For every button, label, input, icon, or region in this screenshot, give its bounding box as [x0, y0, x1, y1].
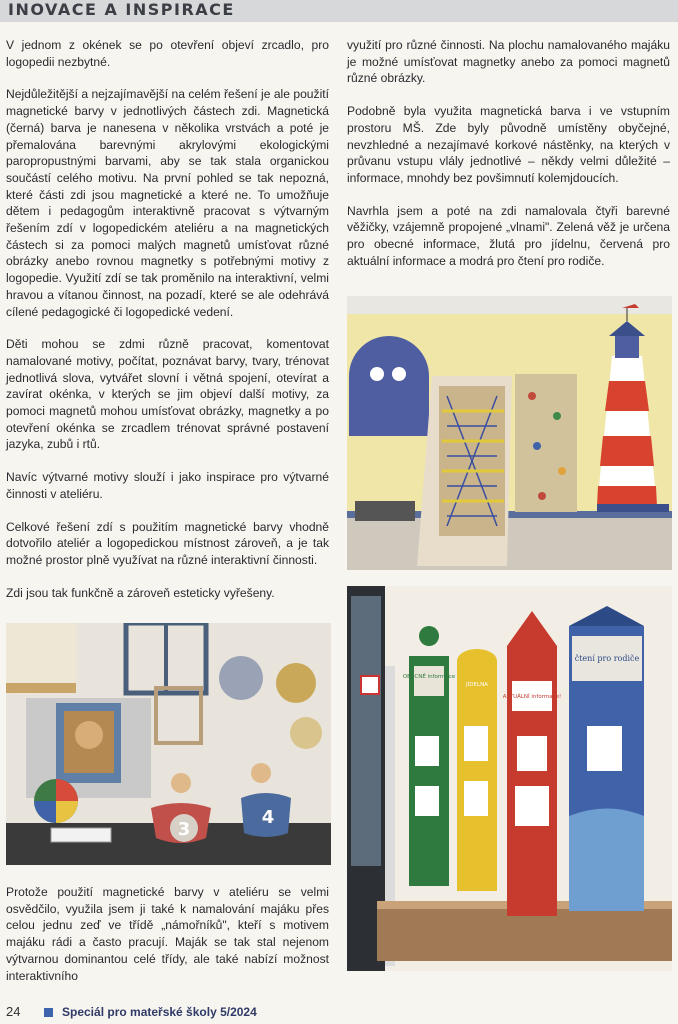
section-header-bar [0, 0, 678, 22]
left-text-column [6, 37, 329, 617]
paragraph: Zdi jsou tak funkčně a zároveň esteticky vyřešeny. [6, 585, 275, 600]
mural-number: 3 [177, 819, 191, 840]
tower-label-yellow: JÍDELNA [466, 682, 488, 688]
footer-accent-square [44, 1008, 53, 1017]
paragraph: Podobně byla využita magnetická barva i ve vstupním prostoru MŠ. Zde byly původně umístěny obyčejné, nevzhledné a nezajímavé korkové nástěnky, na kterých v průvanu vstupu vlály jednotlivé – někdy velmi důležité – informace, mnohdy bez povšimnutí kolemjdoucích. [347, 104, 670, 185]
tower-label-red: AKTUÁLNÍ informace! [502, 694, 562, 700]
tower-label-blue: čtení pro rodiče [574, 654, 640, 663]
mural-number: 4 [261, 807, 275, 828]
paragraph: Protože použití magnetické barvy v ateliéru se velmi osvědčilo, využila jsem ji také k namalování majáku přes celou jednu zeď ve třídě „námořníků", kteří s motivem majáku rádi a často pracují. Maják se tak stal nejenom výtvarnou dominantou celé třídy, ale také nabízí možnost interaktivního [6, 885, 329, 983]
atelier-mural-photo [6, 623, 331, 865]
section-title: INOVACE A INSPIRACE [8, 0, 235, 19]
paragraph: Navrhla jsem a poté na zdi namalovala čtyři barevné věžičky, vzájemně propojené „vlnami". Zelená věž je určena pro obecné informace, žlutá pro jídelnu, červená pro aktuální informace a modrá pro čtení pro rodiče. [347, 203, 670, 268]
right-text-column [347, 37, 670, 285]
paragraph: Navíc výtvarné motivy slouží i jako inspirace pro výtvarné činnosti v ateliéru. [6, 470, 329, 501]
paragraph: Děti mohou se zdmi různě pracovat, komentovat namalované motivy, počítat, poznávat barvy, tvary, trénovat jednotlivá slova, vytvářet slovní i větná spojení, otevírat a zavírat okénka, v kterých se jim objeví další motivy, za pomoci magnetů mohou umísťovat obrázky, magnetky a po otevření okénka se zrcadlem trénovat správné postavení jazyka, zubů i rtů. [6, 337, 329, 452]
information-towers-photo [347, 586, 672, 971]
tower-label-green: OBECNÉ informace [402, 674, 456, 680]
lighthouse-wall-photo [347, 296, 672, 570]
page-number: 24 [6, 1004, 21, 1019]
page-footer [6, 1003, 666, 1021]
paragraph: V jednom z okének se po otevření objeví zrcadlo, pro logopedii nezbytné. [6, 38, 329, 69]
paragraph: Celkové řešení zdí s použitím magnetické barvy vhodně dotvořilo ateliér a logopedickou místnost zároveň, a je tak možné prostor plně využívat na různé interaktivní činnosti. [6, 519, 329, 567]
publication-name: Speciál pro mateřské školy 5/2024 [62, 1005, 257, 1019]
paragraph: využití pro různé činnosti. Na plochu namalovaného majáku je možné umísťovat magnetky anebo za pomoci magnetů různé obrázky. [347, 38, 670, 86]
bottom-left-text [6, 884, 329, 984]
paragraph: Nejdůležitější a nejzajímavější na celém řešení je ale použití magnetické barvy v jednotlivých částech zdi. Magnetická (černá) barva je nanesena v několika vrstvách a poté je přemalována barevnými akrylovými ekologickými paropropustnými barvami, aby se tak stala organickou součástí celého motivu. Na první pohled se tak nepozná, které části zdi jsou magnetické a které ne. To umožňuje dětem i pedagogům interaktivně pracovat s výtvarným řešením zdí v logopedickém ateliéru a na magnetických částech si za pomoci malých magnetů umísťovat různé obrázky anebo rovnou magnetky s potřebnými motivy z logopedie. Využití zdí se tak proměnilo na interaktivní, velmi hravou a vítanou činnost, na pozadí, které se ale odehrává cílené pedagogické či logopedické vedení. [6, 87, 329, 319]
